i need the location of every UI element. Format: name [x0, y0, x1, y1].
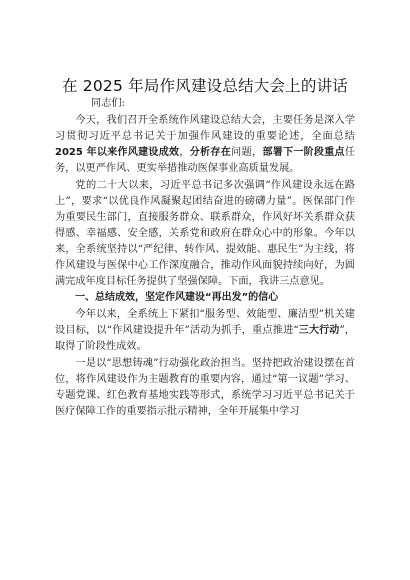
intro-text-1: 今天，我们召开全系统作风建设总结大会，主要任务是深入学习贯彻习近平总书记关于加强作风建设的重要论述，全面总结 — [55, 115, 355, 142]
intro-text-3: 问题， — [231, 146, 263, 158]
document-title: 在 2025 年局作风建设总结大会上的讲话 — [61, 77, 348, 95]
intro-bold-deploy: 部署下一阶段重点 — [262, 146, 345, 158]
achievements-bold-actions: 三大行动 — [298, 325, 340, 337]
achievements-text-2: ”，取得了阶段性成效。 — [55, 325, 355, 353]
document-body — [55, 113, 355, 420]
intro-bold-analysis: 分析存在 — [189, 146, 231, 158]
paragraph-background: 党的二十大以来，习近平总书记多次强调“作风建设永远在路上”，要求“以优良作风凝聚起团结奋进的磅礴力量”。医保部门作为重要民生部门，直接服务群众、联系群众，作风好坏关系群众获得感、幸福感、安全感，关系党和政府在群众心中的形象。今年以来，全系统坚持以“严纪律、转作风、提效能、惠民生”为主线，将作风建设与医保中心工作深度融合，推动作风面貌持续向好，为圆满完成年度目标任务提供了坚强保障。下面，我讲三点意见。 — [55, 179, 355, 287]
intro-text-4: 任务，以更严作风、更实举措推动医保事业高质量发展。 — [55, 146, 356, 174]
salutation: 同志们: — [91, 98, 125, 109]
paragraph-intro — [55, 113, 355, 177]
intro-bold-achievements: 2025 年以来作风建设成效 — [55, 146, 180, 158]
paragraph-achievements — [55, 307, 355, 355]
section-heading-1: 一、总结成效，坚定作风建设“再出发”的信心 — [75, 292, 279, 304]
intro-text-2: ， — [179, 146, 190, 158]
achievements-text-1: 今年以来，全系统上下紧扣“服务型、效能型、廉洁型”机关建设目标，以“作风建设提升年”活动为抓手，重点推进“ — [55, 309, 355, 337]
paragraph-point-one: 一是以“思想铸魂”行动强化政治担当。坚持把政治建设摆在首位，将作风建设作为主题教育的重要内容，通过“第一议题”学习、专题党课、红色教育基地实践等形式，系统学习习近平总书记关于医疗保障工作的重要指示批示精神，全年开展集中学习 — [55, 358, 355, 418]
